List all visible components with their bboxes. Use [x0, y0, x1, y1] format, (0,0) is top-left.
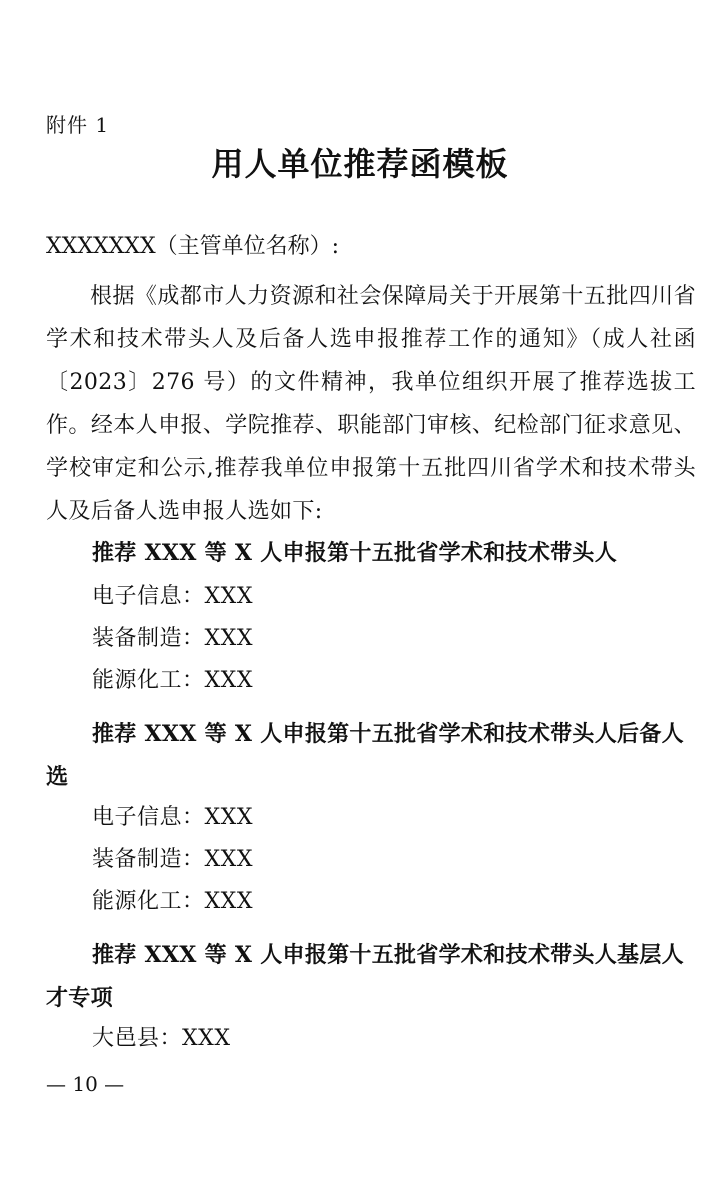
list-item: 电子信息：XXX	[92, 584, 253, 609]
document-title: 用人单位推荐函模板	[211, 145, 509, 183]
section-heading-grassroots: 推荐 XXX 等 X 人申报第十五批省学术和技术带头人基层人才专项	[46, 942, 684, 1011]
list-item: 大邑县：XXX	[92, 1026, 231, 1051]
section-heading-reserve: 推荐 XXX 等 X 人申报第十五批省学术和技术带头人后备人选	[46, 721, 684, 790]
body-paragraph: 根据《成都市人力资源和社会保障局关于开展第十五批四川省学术和技术带头人及后备人选申报推荐工作的通知》（成人社函〔2023〕276 号）的文件精神，我单位组织开展了推荐选拔工作。经本人申报、学院推荐、职能部门审核、纪检部门征求意见、学校审定和公示,推荐我单位申报第十五批四川省学术和技术带头人及后备人选申报人选如下:	[46, 284, 696, 524]
page-number: — 10 —	[46, 1072, 125, 1096]
section-heading-leaders: 推荐 XXX 等 X 人申报第十五批省学术和技术带头人	[92, 540, 618, 566]
addressee-line: XXXXXXX（主管单位名称）:	[46, 234, 340, 259]
list-item: 能源化工：XXX	[92, 668, 253, 693]
list-item: 装备制造：XXX	[92, 626, 253, 651]
list-item: 能源化工：XXX	[92, 889, 253, 914]
attachment-label: 附件 1	[46, 113, 110, 137]
list-item: 电子信息：XXX	[92, 805, 253, 830]
list-item: 装备制造：XXX	[92, 847, 253, 872]
